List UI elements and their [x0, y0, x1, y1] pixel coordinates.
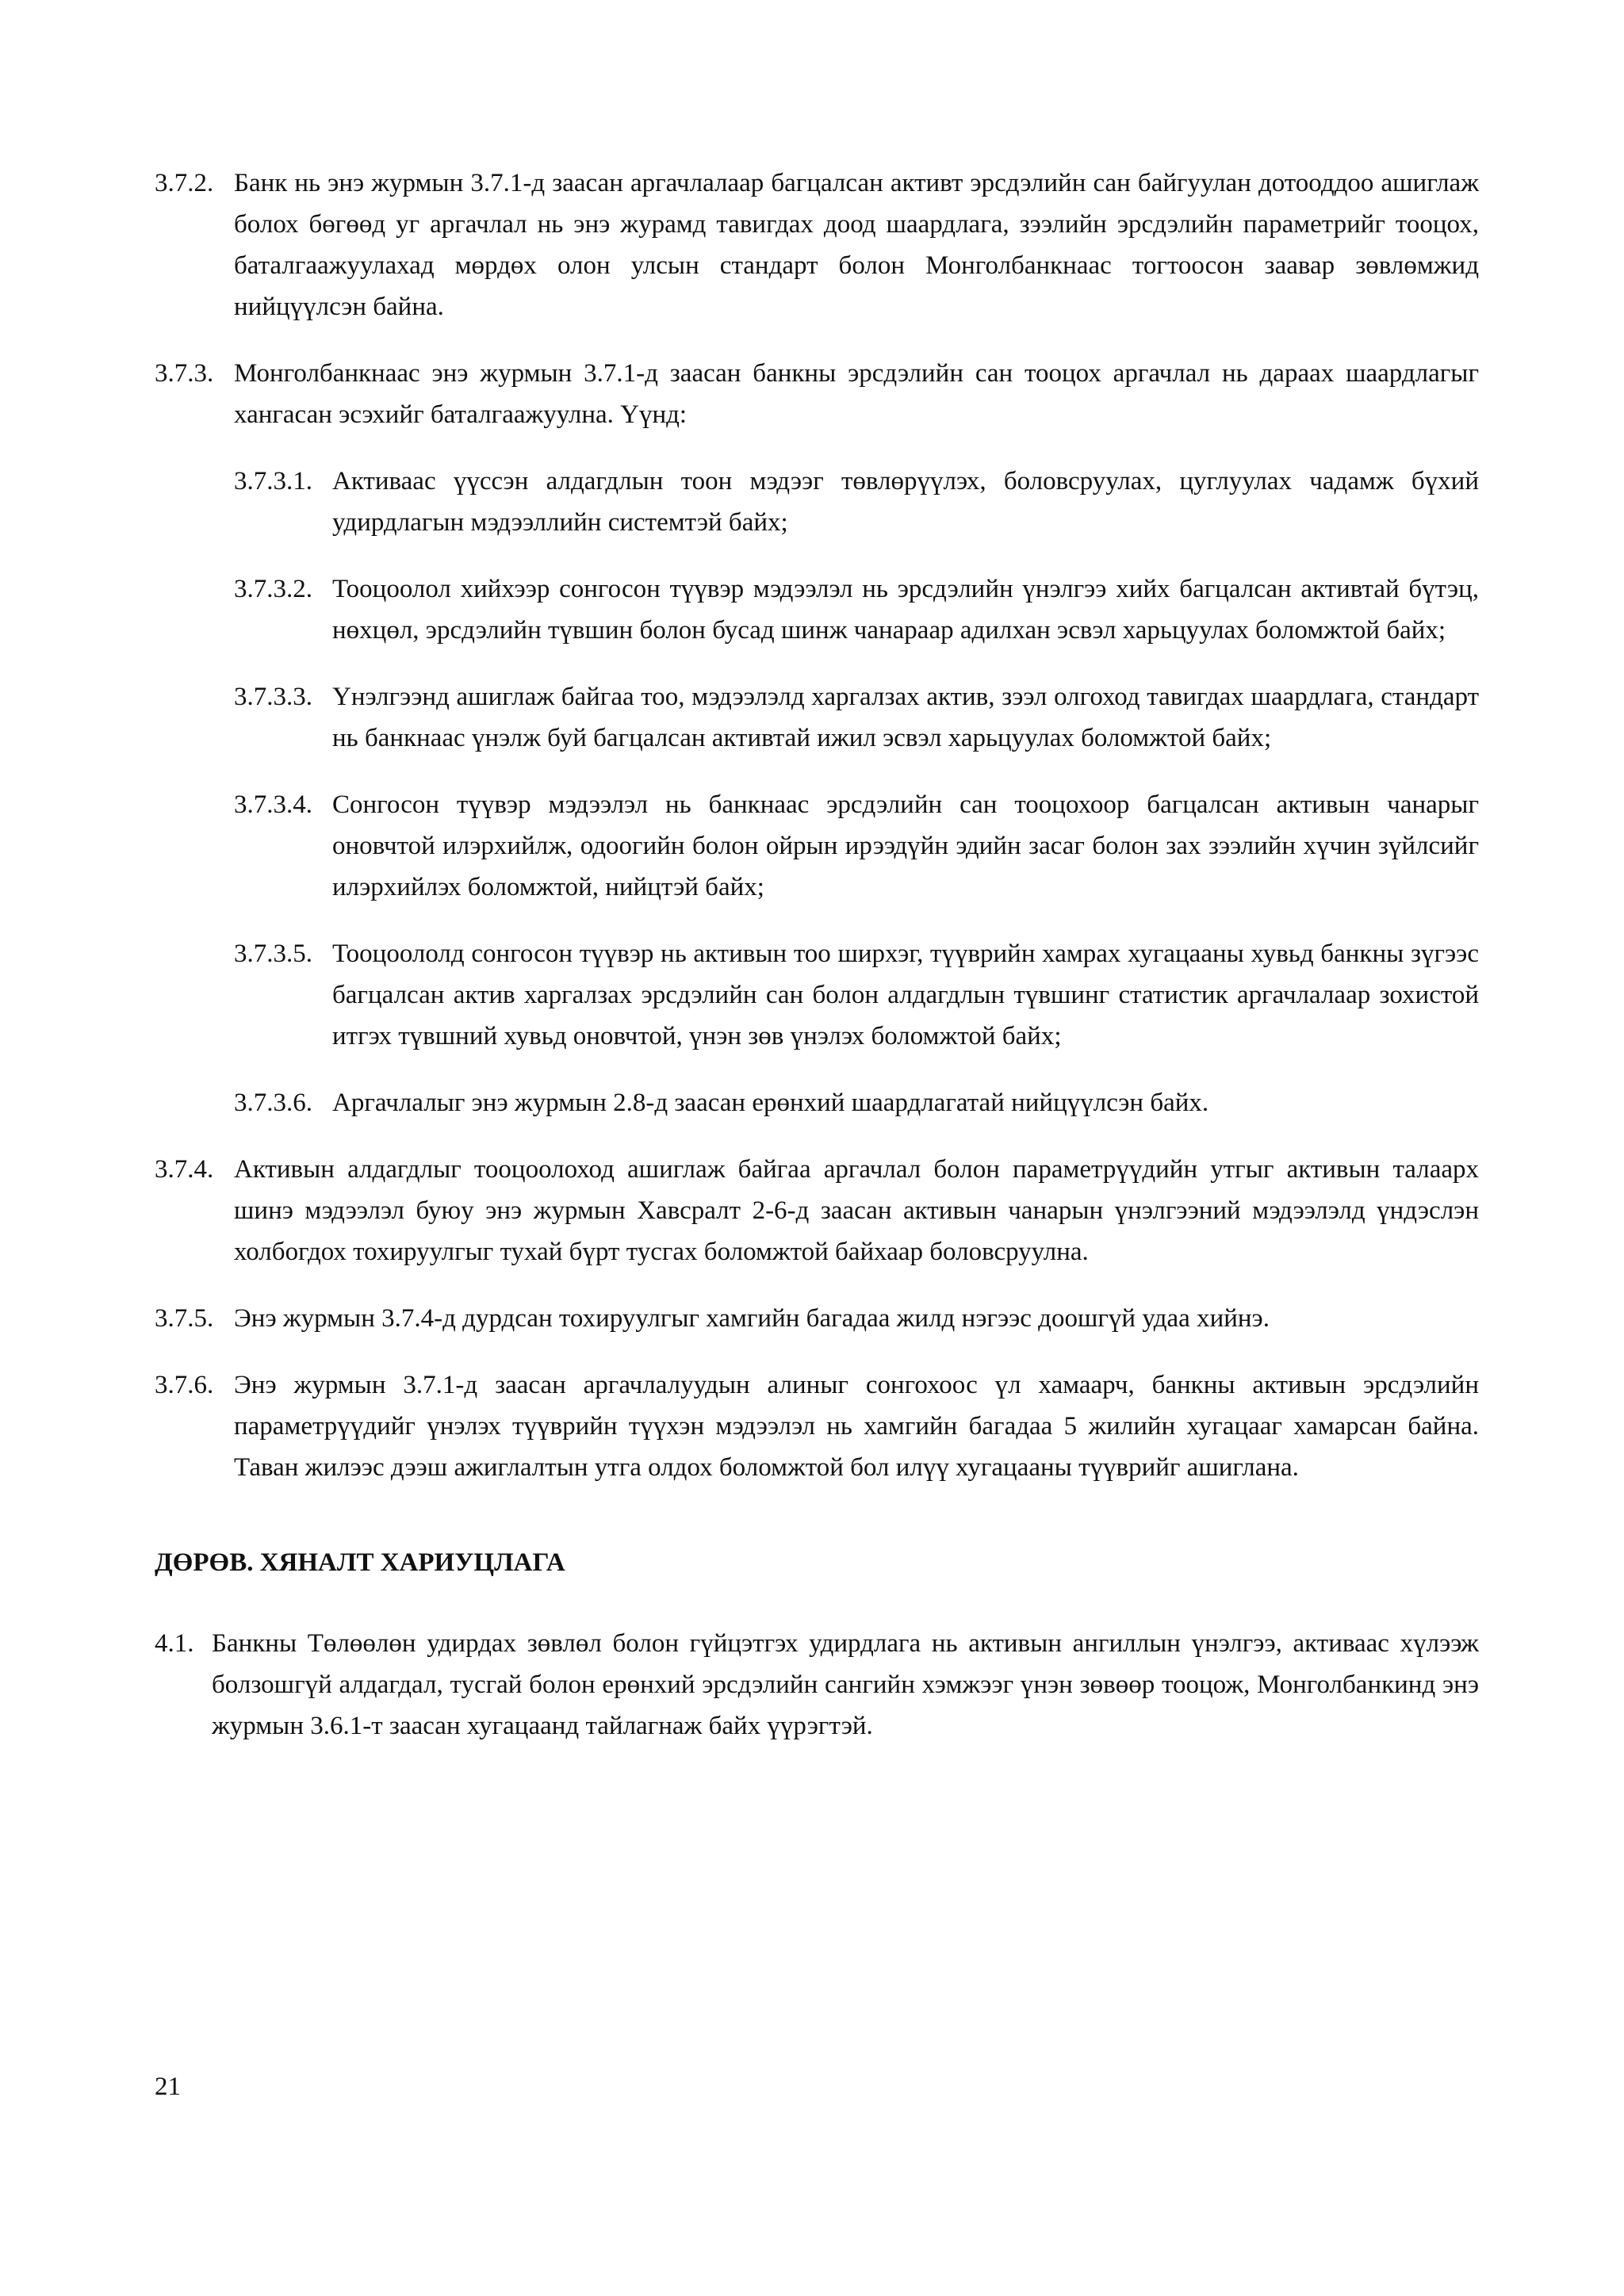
clause-text: Активын алдагдлыг тооцоолоход ашиглаж байгаа аргачлал болон параметрүүдийн утгыг активын талаарх шинэ мэдээлэл буюу энэ журмын Хавсралт 2-6-д заасан активын чанарын үнэлгээний мэдээлэлд үндэслэн холбогдох тохируулгыг тухай бүрт тусгах боломжтой байхаар боловсруулна. [234, 1155, 1479, 1266]
subclause-number: 3.7.3.1. [234, 467, 312, 496]
subclause-text: Тооцоололд сонгосон түүвэр нь активын тоо ширхэг, түүврийн хамрах хугацааны хувьд банкны зүгээс багцалсан актив харгалзах эрсдэлийн сан болон алдагдлын түвшинг статистик аргачлалаар зохистой итгэх түвшний хувьд оновчтой, үнэн зөв үнэлэх боломжтой байх; [332, 939, 1479, 1050]
clause-3-7-5 [155, 1298, 1479, 1339]
subclause-3-7-3-2 [234, 568, 1479, 651]
subclause-3-7-3-4 [234, 784, 1479, 908]
subclause-number: 3.7.3.3. [234, 683, 312, 711]
subclause-text: Сонгосон түүвэр мэдээлэл нь банкнаас эрсдэлийн сан тооцохоор багцалсан активын чанарыг оновчтой илэрхийлж, одоогийн болон ойрын ирээдүйн эдийн засаг болон зах зээлийн хүчин зүйлсийг илэрхийлэх боломжтой, нийцтэй байх; [332, 790, 1479, 901]
clause-text: Энэ журмын 3.7.4-д дурдсан тохируулгыг хамгийн багадаа жилд нэгээс доошгүй удаа хийнэ. [234, 1304, 1270, 1333]
clause-number: 3.7.4. [155, 1155, 214, 1184]
subclause-number: 3.7.3.4. [234, 790, 312, 819]
document-page [155, 163, 1479, 1772]
clause-number: 3.7.5. [155, 1304, 214, 1333]
clause-text: Монголбанкнаас энэ журмын 3.7.1-д заасан банкны эрсдэлийн сан тооцох аргачлал нь дараах шаардлагыг хангасан эсэхийг баталгаажуулна. Үүнд: [234, 359, 1479, 429]
section-title: ДӨРӨВ. ХЯНАЛТ ХАРИУЦЛАГА [155, 1548, 565, 1577]
clause-text: Банкны Төлөөлөн удирдах зөвлөл болон гүйцэтгэх удирдлага нь активын ангиллын үнэлгээ, активаас хүлээж болзошгүй алдагдал, тусгай болон ерөнхий эрсдэлийн сангийн хэмжээг үнэн зөвөөр тооцож, Монголбанкинд энэ журмын 3.6.1-т заасан хугацаанд тайлагнаж байх үүрэгтэй. [212, 1629, 1479, 1740]
subclause-text: Үнэлгээнд ашиглаж байгаа тоо, мэдээлэлд харгалзах актив, зээл олгоход тавигдах шаардлага, стандарт нь банкнаас үнэлж буй багцалсан активтай ижил эсвэл харьцуулах боломжтой байх; [332, 683, 1479, 752]
clause-text: Банк нь энэ журмын 3.7.1-д заасан аргачлалаар багцалсан активт эрсдэлийн сан байгуулан дотооддоо ашиглаж болох бөгөөд уг аргачлал нь энэ журамд тавигдах доод шаардлага, зээлийн эрсдэлийн параметрийг тооцох, баталгаажуулахад мөрдөх олон улсын стандарт болон Монголбанкнаас тогтоосон заавар зөвлөмжид нийцүүлсэн байна. [234, 169, 1479, 321]
clause-text: Энэ журмын 3.7.1-д заасан аргачлалуудын алиныг сонгохоос үл хамаарч, банкны активын эрсдэлийн параметрүүдийг үнэлэх түүврийн түүхэн мэдээлэл нь хамгийн багадаа 5 жилийн хугацааг хамарсан байна. Таван жилээс дээш ажиглалтын утга олдох боломжтой бол илүү хугацааны түүврийг ашиглана. [234, 1371, 1479, 1482]
subclause-3-7-3-3 [234, 676, 1479, 759]
clause-number: 4.1. [155, 1629, 194, 1658]
subclause-3-7-3-5 [234, 933, 1479, 1057]
clause-number: 3.7.2. [155, 169, 214, 197]
page-number: 21 [155, 2072, 181, 2101]
subclause-text: Активаас үүссэн алдагдлын тоон мэдээг төвлөрүүлэх, боловсруулах, цуглуулах чадамж бүхий удирдлагын мэдээллийн системтэй байх; [332, 467, 1479, 537]
clause-number: 3.7.6. [155, 1371, 214, 1399]
subclause-number: 3.7.3.5. [234, 939, 312, 968]
clause-3-7-3 [155, 353, 1479, 435]
subclause-number: 3.7.3.6. [234, 1089, 312, 1117]
clause-3-7-2 [155, 163, 1479, 327]
clause-number: 3.7.3. [155, 359, 214, 388]
subclause-text: Тооцоолол хийхээр сонгосон түүвэр мэдээлэл нь эрсдэлийн үнэлгээ хийх багцалсан активтай бүтэц, нөхцөл, эрсдэлийн түвшин болон бусад шинж чанараар адилхан эсвэл харьцуулах боломжтой байх; [332, 575, 1479, 645]
subclause-text: Аргачлалыг энэ журмын 2.8-д заасан ерөнхий шаардлагатай нийцүүлсэн байх. [332, 1089, 1209, 1117]
clause-4-1 [155, 1623, 1479, 1747]
subclause-3-7-3-6 [234, 1082, 1479, 1123]
subclause-3-7-3-1 [234, 461, 1479, 543]
clause-3-7-6 [155, 1364, 1479, 1488]
clause-3-7-4 [155, 1149, 1479, 1272]
subclause-number: 3.7.3.2. [234, 575, 312, 603]
